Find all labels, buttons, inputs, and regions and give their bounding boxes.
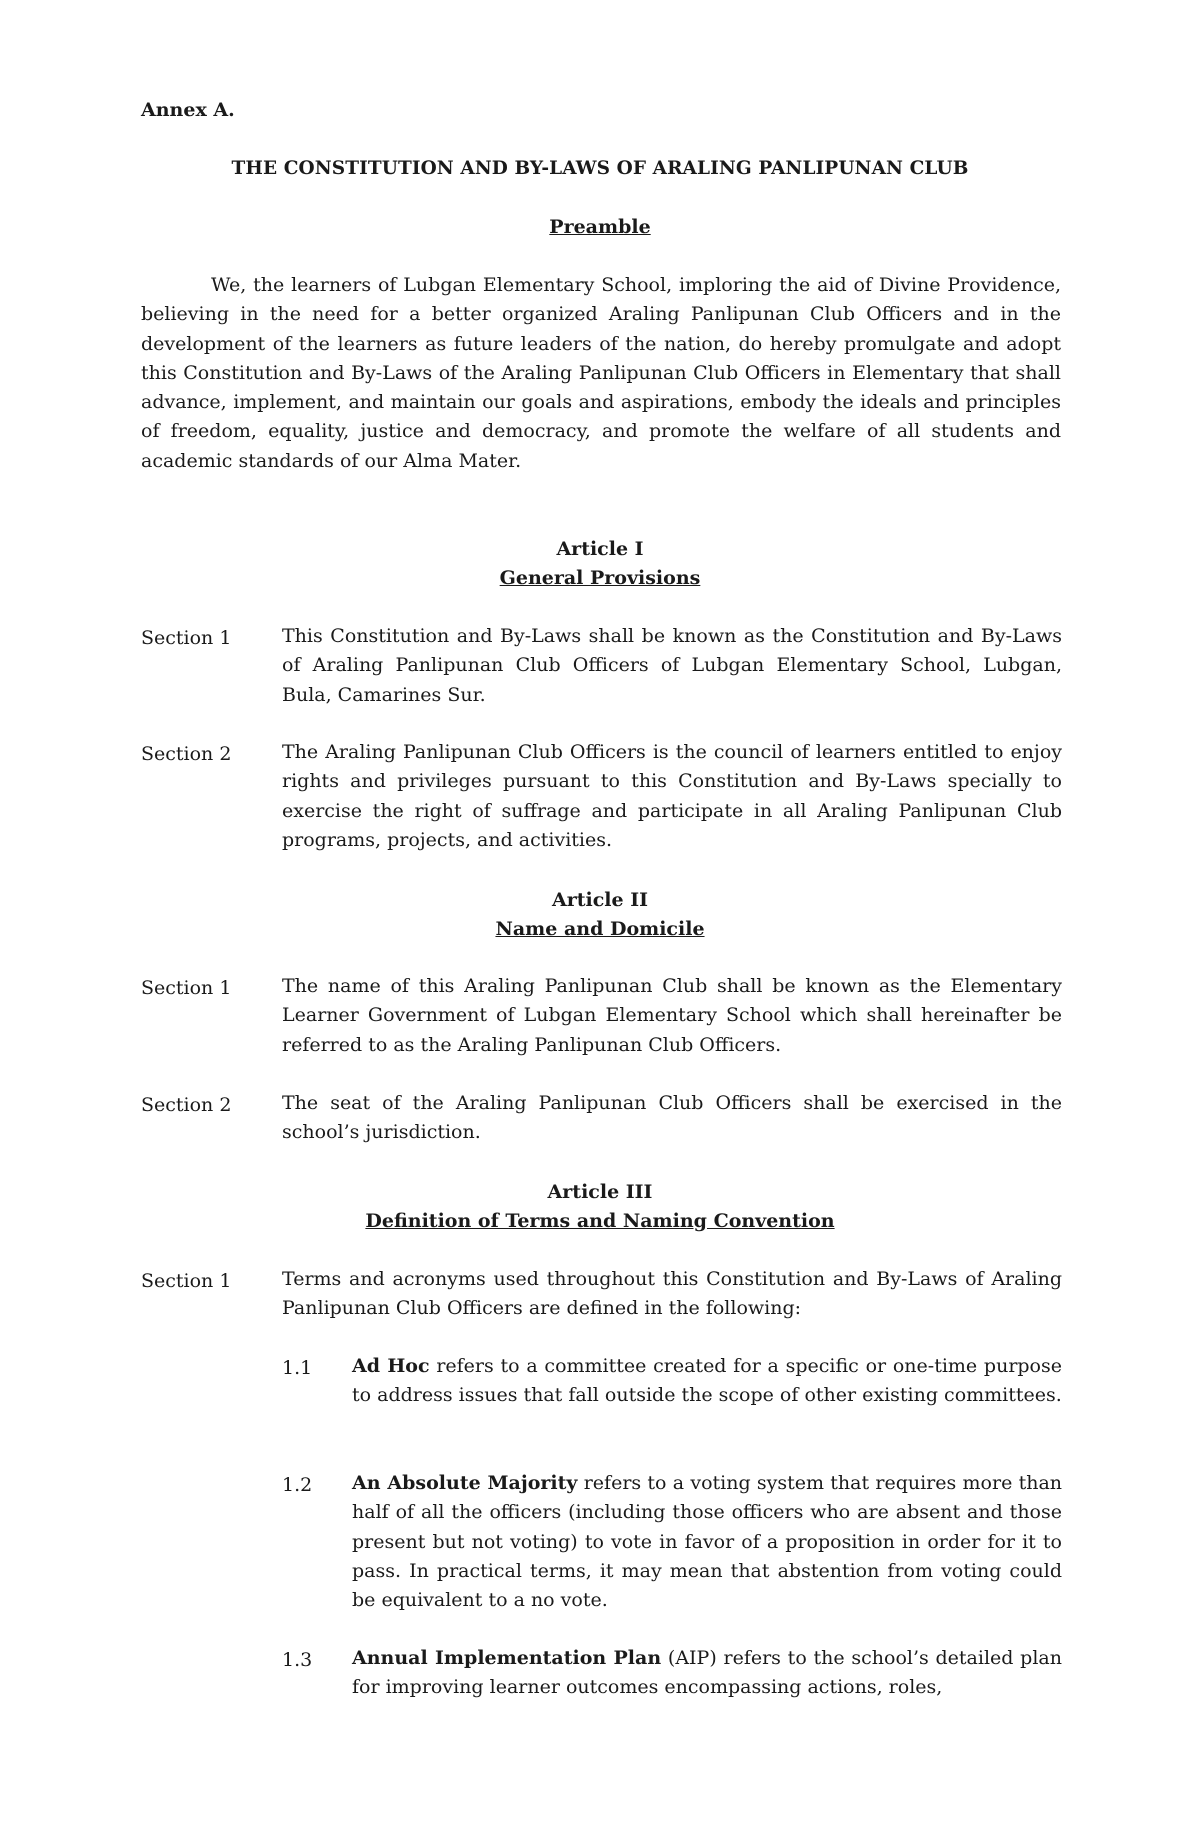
preamble-heading: Preamble [549, 216, 651, 238]
definition-1-number: 1.1 [282, 1357, 313, 1379]
article-1-section-2-label: Section 2 [141, 743, 232, 765]
article-3-section-1-label: Section 1 [141, 1270, 232, 1292]
definition-2 [352, 1469, 1062, 1615]
definition-2-number: 1.2 [282, 1474, 313, 1496]
definition-3-term: Annual Implementation Plan [352, 1647, 662, 1669]
definition-3 [352, 1644, 1062, 1703]
article-2-section-1-text: The name of this Araling Panlipunan Club shall be known as the Elementary Learner Government of Lubgan Elementary School which shall hereinafter be referred to as the Araling Panlipunan Club Officers. [282, 975, 1062, 1056]
definition-2-text: refers to a voting system that requires more than half of all the officers (including those officers who are absent and those present but not voting) to vote in favor of a proposition in order for it to pass. In practical terms, it may mean that abstention from voting could be equivalent to a no vote. [352, 1472, 1063, 1612]
article-2-section-1-label: Section 1 [141, 977, 232, 999]
article-1-section-1-text: This Constitution and By-Laws shall be known as the Constitution and By-Laws of Araling Panlipunan Club Officers of Lubgan Elementary School, Lubgan, Bula, Camarines Sur. [282, 625, 1062, 706]
definition-1 [352, 1352, 1062, 1411]
definition-1-term: Ad Hoc [352, 1355, 430, 1377]
article-1-section-1-label: Section 1 [141, 627, 232, 649]
article-1-title: Article I [556, 538, 644, 560]
preamble-paragraph: We, the learners of Lubgan Elementary School, imploring the aid of Divine Providence, believing in the need for a better organized Araling Panlipunan Club Officers and in the development of the learners as future leaders of the nation, do hereby promulgate and adopt this Constitution and By-Laws of the Araling Panlipunan Club Officers in Elementary that shall advance, implement, and maintain our goals and aspirations, embody the ideals and principles of freedom, equality, justice and democracy, and promote the welfare of all students and academic standards of our Alma Mater. [141, 274, 1061, 472]
article-1-subtitle: General Provisions [499, 567, 701, 589]
definition-3-number: 1.3 [282, 1649, 313, 1671]
definition-2-term: An Absolute Majority [352, 1472, 578, 1494]
article-2-section-2-label: Section 2 [141, 1094, 232, 1116]
article-3-subtitle: Definition of Terms and Naming Convention [365, 1210, 835, 1232]
article-2-title: Article II [551, 889, 648, 911]
article-2-subtitle: Name and Domicile [495, 918, 705, 940]
article-3-section-1-text: Terms and acronyms used throughout this Constitution and By-Laws of Araling Panlipunan Club Officers are defined in the following: [282, 1268, 1062, 1320]
article-1-section-2-text: The Araling Panlipunan Club Officers is the council of learners entitled to enjoy rights and privileges pursuant to this Constitution and By-Laws specially to exercise the right of suffrage and participate in all Araling Panlipunan Club programs, projects, and activities. [282, 741, 1062, 851]
annex-label: Annex A. [141, 99, 235, 121]
definition-3-text: (AIP) refers to the school’s detailed plan for improving learner outcomes encompassing actions, roles, [352, 1647, 1062, 1699]
document-title: THE CONSTITUTION AND BY-LAWS OF ARALING PANLIPUNAN CLUB [231, 158, 969, 179]
article-2-section-2-text: The seat of the Araling Panlipunan Club Officers shall be exercised in the school’s jurisdiction. [282, 1092, 1062, 1144]
definition-1-text: refers to a committee created for a specific or one-time purpose to address issues that fall outside the scope of other existing committees. [352, 1355, 1062, 1407]
article-3-title: Article III [547, 1181, 653, 1203]
